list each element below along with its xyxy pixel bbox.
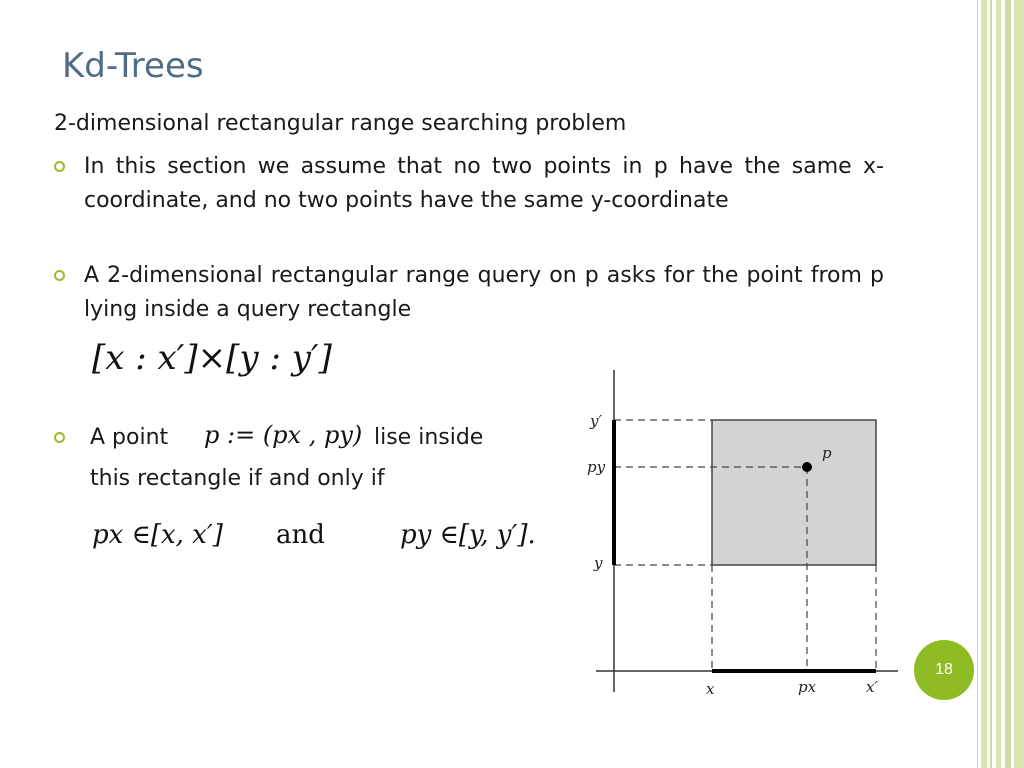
label-x: x	[706, 680, 715, 698]
bullet-text: In this section we assume that no two points in p have the same x-coordinate, and no two points have the same y-coordinate	[84, 154, 884, 213]
point-p	[802, 462, 812, 472]
bullet-text-prefix: A point	[90, 425, 169, 450]
bullet-text-suffix: lise inside	[374, 425, 484, 450]
slide-title: Kd-Trees	[62, 46, 204, 86]
label-yprime: y′	[590, 412, 602, 430]
bullet-text: A 2-dimensional rectangular range query on p asks for the point from p lying inside a query rectangle	[84, 263, 884, 322]
slide-number-badge: 18	[914, 640, 974, 700]
label-py: py	[587, 458, 606, 476]
query-rectangle	[712, 420, 876, 565]
formula-and: and	[276, 520, 325, 550]
label-p: p	[822, 444, 832, 462]
label-y: y	[594, 554, 603, 572]
section-heading: 2-dimensional rectangular range searching problem	[54, 111, 627, 136]
formula-condition-x: px ∈[x, x′]	[92, 520, 223, 550]
formula-query-rectangle: [x : x′]×[y : y′]	[92, 338, 332, 378]
label-xprime: x′	[866, 678, 878, 696]
bullet-text-line2: this rectangle if and only if	[90, 466, 385, 491]
label-px: px	[798, 678, 817, 696]
formula-condition-y: py ∈[y, y′].	[400, 520, 536, 550]
formula-point-definition: p := (px , py)	[204, 421, 363, 449]
